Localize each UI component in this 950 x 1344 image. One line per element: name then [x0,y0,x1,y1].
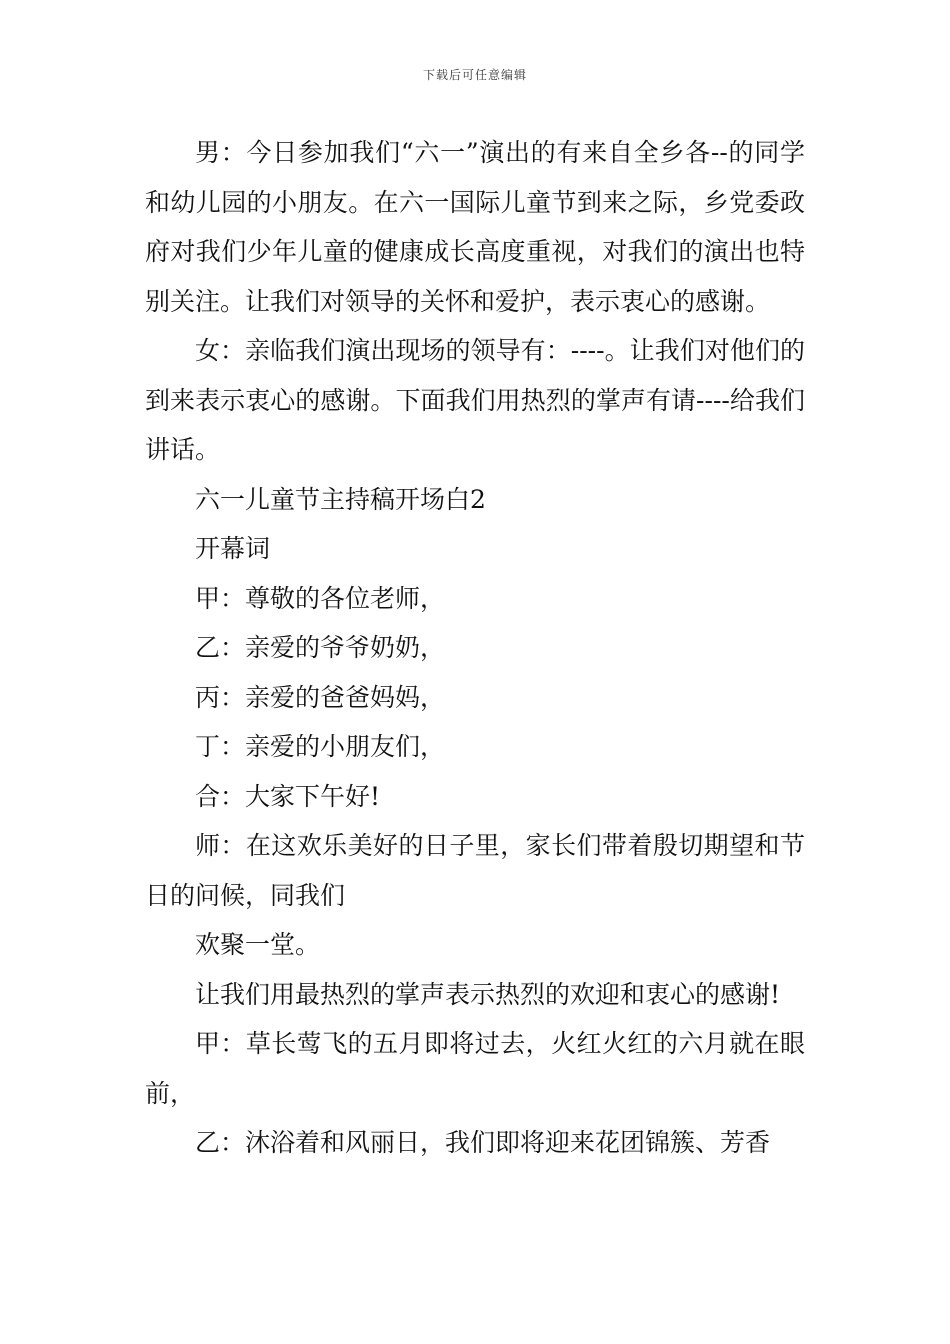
paragraph-host-male-intro: 男：今日参加我们“六一”演出的有来自全乡各--的同学和幼儿园的小朋友。在六一国际儿童节到来之际，乡党委政府对我们少年儿童的健康成长高度重视，对我们的演出也特别关注。让我们对领导的关怀和爱护，表示衷心的感谢。 [145,138,805,316]
page-header-note: 下载后可任意编辑 [422,68,527,82]
subsection-title: 开幕词 [195,534,271,563]
paragraph-line-yi-1: 乙：亲爱的爷爷奶奶， [195,633,446,662]
paragraph-line-he: 合：大家下午好! [195,781,381,811]
paragraph-line-gathering: 欢聚一堂。 [195,930,321,959]
paragraph-line-jia-1: 甲：尊敬的各位老师， [195,583,446,613]
section-title: 六一儿童节主持稿开场白2 [195,484,486,514]
paragraph-line-yi-2: 乙：沐浴着和风丽日，我们即将迎来花团锦簇、芳香 [195,1128,771,1157]
document-body [145,128,805,1168]
paragraph-line-ding: 丁：亲爱的小朋友们， [195,732,446,761]
paragraph-line-shi: 师：在这欢乐美好的日子里，家长们带着殷切期望和节日的问候，同我们 [145,831,805,910]
paragraph-line-jia-2: 甲：草长莺飞的五月即将过去，火红火红的六月就在眼前， [145,1029,805,1108]
paragraph-line-applause: 让我们用最热烈的掌声表示热烈的欢迎和衷心的感谢! [195,979,781,1009]
paragraph-host-female-leaders: 女：亲临我们演出现场的领导有：----。让我们对他们的到来表示衷心的感谢。下面我们用热烈的掌声有请----给我们讲话。 [145,336,805,464]
paragraph-line-bing: 丙：亲爱的爸爸妈妈， [195,682,446,712]
